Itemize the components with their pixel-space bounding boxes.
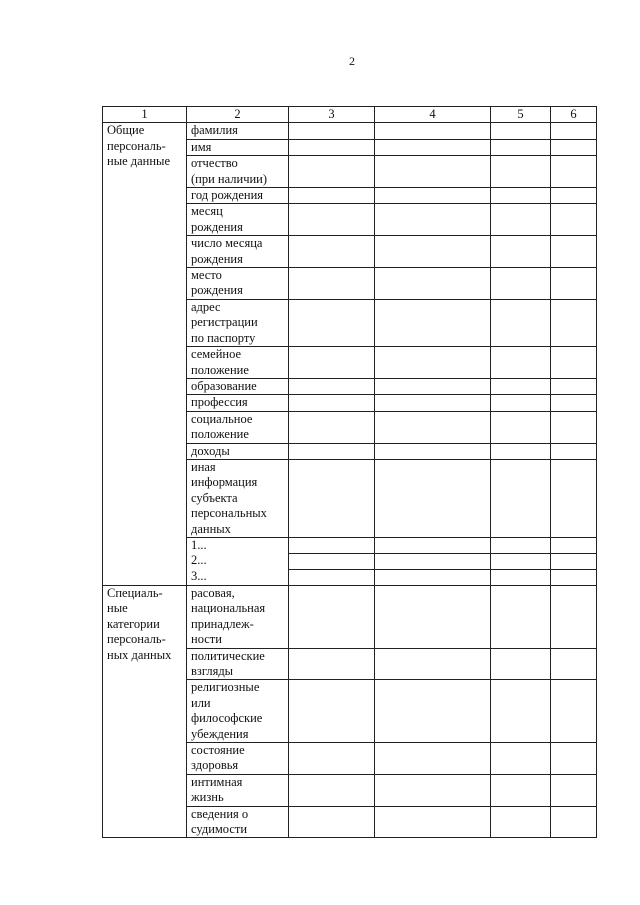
item-label: религиозные или философские убеждения	[187, 680, 289, 743]
empty-cell	[375, 459, 491, 537]
column-header: 2	[187, 107, 289, 123]
item-label: 1... 2... 3...	[187, 537, 289, 585]
empty-cell	[551, 123, 597, 139]
item-label: сведения о судимости	[187, 806, 289, 838]
empty-cell	[375, 395, 491, 411]
empty-cell	[289, 123, 375, 139]
sub-cell	[491, 553, 550, 569]
empty-cell	[289, 743, 375, 775]
table-row	[103, 585, 597, 648]
item-label: адрес регистрации по паспорту	[187, 299, 289, 346]
empty-cell	[289, 680, 375, 743]
empty-cell	[551, 743, 597, 775]
empty-cell	[289, 411, 375, 443]
empty-cell	[491, 680, 551, 743]
sub-cell	[551, 553, 596, 569]
empty-cell	[375, 204, 491, 236]
sub-cell	[491, 538, 550, 553]
empty-cell	[289, 585, 375, 648]
empty-cell	[289, 188, 375, 204]
empty-cell	[375, 139, 491, 155]
empty-cell	[289, 347, 375, 379]
sub-cell	[491, 569, 550, 585]
empty-cell	[551, 648, 597, 680]
empty-cell	[375, 236, 491, 268]
empty-cell	[491, 648, 551, 680]
column-header: 1	[103, 107, 187, 123]
column-header: 4	[375, 107, 491, 123]
item-label: социальное положение	[187, 411, 289, 443]
empty-cell	[289, 268, 375, 300]
empty-cell	[551, 156, 597, 188]
empty-cell	[551, 299, 597, 346]
empty-cell	[491, 123, 551, 139]
empty-cell	[375, 648, 491, 680]
empty-cell	[551, 537, 597, 585]
section-label: Общие персональ- ные данные	[103, 123, 187, 586]
empty-cell	[289, 299, 375, 346]
empty-cell	[375, 299, 491, 346]
empty-cell	[375, 156, 491, 188]
empty-cell	[491, 743, 551, 775]
item-label: расовая, национальная принадлеж- ности	[187, 585, 289, 648]
empty-cell	[551, 443, 597, 459]
empty-cell	[289, 395, 375, 411]
empty-cell	[551, 585, 597, 648]
empty-cell	[551, 378, 597, 394]
empty-cell	[491, 459, 551, 537]
empty-cell	[289, 459, 375, 537]
empty-cell	[375, 443, 491, 459]
empty-cell	[375, 585, 491, 648]
empty-cell	[289, 204, 375, 236]
empty-cell	[375, 188, 491, 204]
column-header: 6	[551, 107, 597, 123]
empty-cell	[289, 648, 375, 680]
empty-cell	[289, 806, 375, 838]
empty-cell	[491, 378, 551, 394]
empty-cell	[551, 236, 597, 268]
empty-cell	[491, 537, 551, 585]
empty-cell	[375, 806, 491, 838]
empty-cell	[551, 774, 597, 806]
empty-cell	[551, 347, 597, 379]
empty-cell	[289, 156, 375, 188]
empty-cell	[551, 268, 597, 300]
item-label: месяц рождения	[187, 204, 289, 236]
empty-cell	[375, 268, 491, 300]
empty-cell	[375, 743, 491, 775]
empty-cell	[375, 680, 491, 743]
empty-cell	[375, 537, 491, 585]
empty-cell	[375, 378, 491, 394]
item-label: политические взгляды	[187, 648, 289, 680]
sub-cell	[289, 569, 374, 585]
item-label: отчество (при наличии)	[187, 156, 289, 188]
sub-cell	[551, 538, 596, 553]
empty-cell	[491, 204, 551, 236]
empty-cell	[551, 204, 597, 236]
empty-cell	[551, 188, 597, 204]
empty-cell	[491, 299, 551, 346]
empty-cell	[491, 395, 551, 411]
empty-cell	[289, 537, 375, 585]
item-label: образование	[187, 378, 289, 394]
empty-cell	[289, 443, 375, 459]
sub-cell	[551, 569, 596, 585]
item-label: интимная жизнь	[187, 774, 289, 806]
empty-cell	[491, 411, 551, 443]
table-row	[103, 123, 597, 139]
empty-cell	[491, 139, 551, 155]
empty-cell	[491, 774, 551, 806]
empty-cell	[491, 156, 551, 188]
column-header: 5	[491, 107, 551, 123]
empty-cell	[551, 680, 597, 743]
item-label: состояние здоровья	[187, 743, 289, 775]
empty-cell	[551, 459, 597, 537]
sub-cell	[289, 553, 374, 569]
item-label: имя	[187, 139, 289, 155]
empty-cell	[491, 268, 551, 300]
empty-cell	[289, 139, 375, 155]
empty-cell	[289, 774, 375, 806]
item-label: семейное положение	[187, 347, 289, 379]
empty-cell	[375, 411, 491, 443]
empty-cell	[491, 236, 551, 268]
empty-cell	[289, 378, 375, 394]
item-label: фамилия	[187, 123, 289, 139]
section-label: Специаль- ные категории персональ- ных данных	[103, 585, 187, 838]
sub-cell	[289, 538, 374, 553]
column-header: 3	[289, 107, 375, 123]
empty-cell	[491, 806, 551, 838]
empty-cell	[551, 411, 597, 443]
sub-cell	[375, 553, 490, 569]
empty-cell	[491, 347, 551, 379]
empty-cell	[491, 188, 551, 204]
sub-cell	[375, 569, 490, 585]
personal-data-table	[102, 106, 597, 838]
item-label: профессия	[187, 395, 289, 411]
page-number: 2	[349, 54, 355, 68]
item-label: число месяца рождения	[187, 236, 289, 268]
empty-cell	[289, 236, 375, 268]
empty-cell	[375, 123, 491, 139]
empty-cell	[551, 395, 597, 411]
empty-cell	[375, 774, 491, 806]
empty-cell	[491, 443, 551, 459]
item-label: доходы	[187, 443, 289, 459]
empty-cell	[375, 347, 491, 379]
item-label: место рождения	[187, 268, 289, 300]
item-label: иная информация субъекта персональных данных	[187, 459, 289, 537]
empty-cell	[491, 585, 551, 648]
item-label: год рождения	[187, 188, 289, 204]
empty-cell	[551, 139, 597, 155]
sub-cell	[375, 538, 490, 553]
empty-cell	[551, 806, 597, 838]
header-row	[103, 107, 597, 123]
